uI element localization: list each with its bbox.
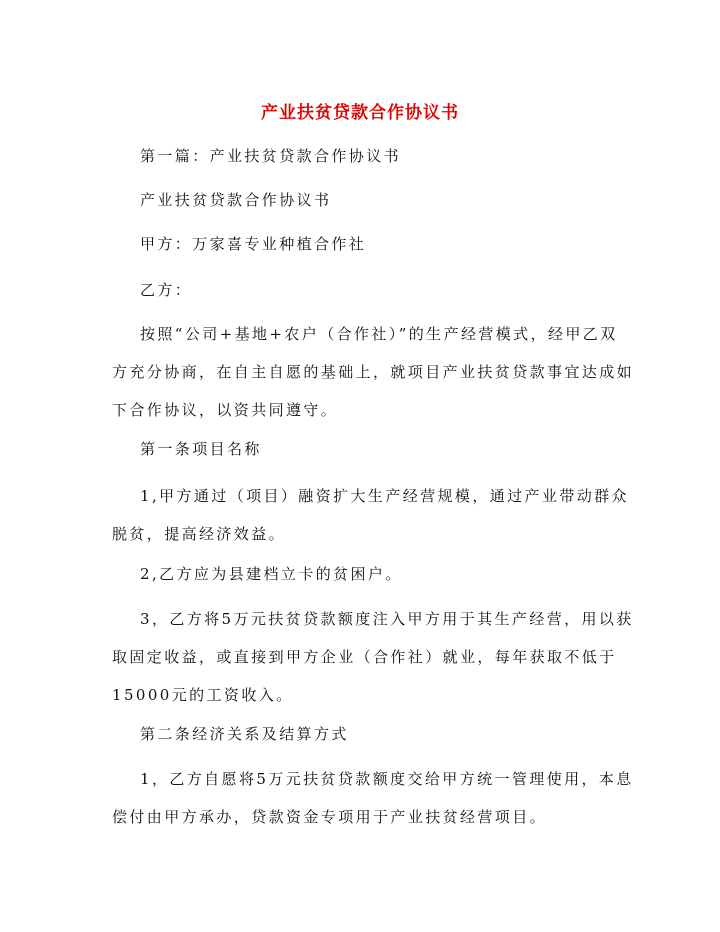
paragraph-1 — [112, 137, 612, 175]
paragraph-line: 15000元的工资收入。 — [112, 686, 294, 704]
paragraph-3 — [112, 225, 612, 263]
paragraph-line: 下合作协议，以资共同遵守。 — [112, 401, 339, 419]
paragraph-line: 1,甲方通过（项目）融资扩大生产经营规模，通过产业带动群众 — [140, 487, 629, 505]
paragraph-line: 按照“公司+基地+农户（合作社）”的生产经营模式，经甲乙双 — [140, 325, 618, 343]
paragraph-line: 3，乙方将5万元扶贫贷款额度注入甲方用于其生产经营，用以获 — [140, 610, 634, 628]
paragraph-line: 脱贫，提高经济效益。 — [112, 525, 287, 543]
paragraph-2 — [112, 181, 612, 219]
paragraph-9 — [112, 600, 634, 714]
paragraph-7 — [112, 477, 629, 553]
paragraph-line: 取固定收益，或直接到甲方企业（合作社）就业，每年获取不低于 — [112, 648, 617, 666]
paragraph-line: 甲方：万家喜专业种植合作社 — [140, 235, 367, 253]
paragraph-line: 乙方： — [140, 281, 193, 299]
paragraph-line: 2,乙方应为县建档立卡的贫困户。 — [140, 565, 403, 583]
paragraph-10 — [112, 715, 612, 753]
paragraph-8 — [112, 555, 612, 593]
paragraph-5 — [112, 315, 635, 429]
document-title: 产业扶贫贷款合作协议书 — [261, 103, 459, 123]
paragraph-line: 第一条项目名称 — [140, 440, 262, 458]
paragraph-line: 产业扶贫贷款合作协议书 — [140, 191, 332, 209]
paragraph-4 — [112, 271, 612, 309]
paragraph-6 — [112, 430, 612, 468]
paragraph-line: 1，乙方自愿将5万元扶贫贷款额度交给甲方统一管理使用，本息 — [140, 770, 634, 788]
paragraph-line: 第二条经济关系及结算方式 — [140, 725, 349, 743]
paragraph-line: 第一篇：产业扶贫贷款合作协议书 — [140, 147, 402, 165]
paragraph-line: 偿付由甲方承办，贷款资金专项用于产业扶贫经营项目。 — [112, 808, 548, 826]
paragraph-line: 方充分协商，在自主自愿的基础上，就项目产业扶贫贷款事宜达成如 — [112, 363, 635, 381]
paragraph-11 — [112, 760, 634, 836]
